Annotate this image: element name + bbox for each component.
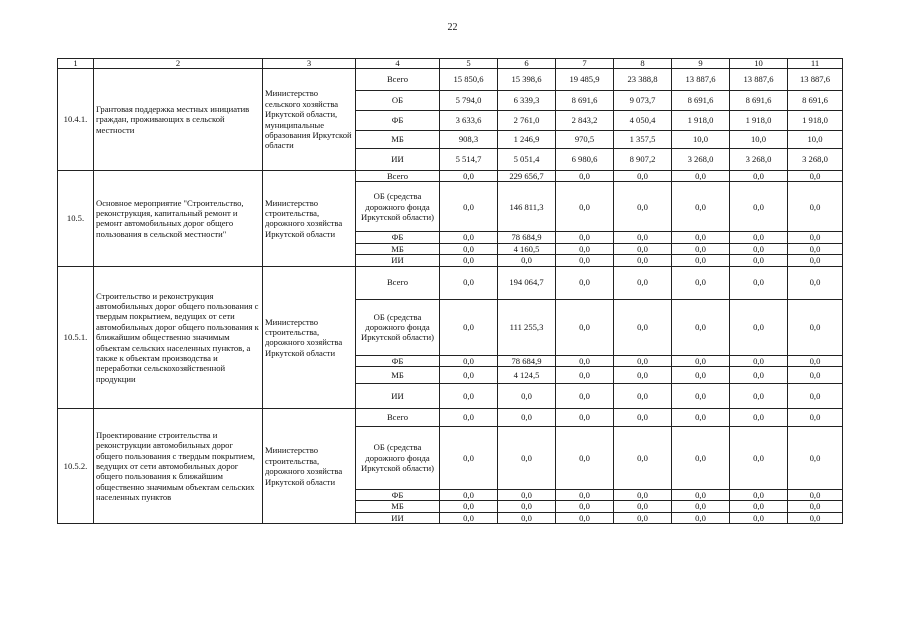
funding-source: МБ (356, 131, 440, 149)
table-row (58, 171, 843, 182)
funding-source: МБ (356, 501, 440, 512)
column-number: 5 (440, 59, 498, 69)
amount-cell: 0,0 (440, 367, 498, 384)
amount-cell: 0,0 (788, 409, 843, 427)
executor: Министерство строительства, дорожного хозяйства Иркутской области (263, 409, 356, 524)
amount-cell: 0,0 (614, 232, 672, 243)
amount-cell: 23 388,8 (614, 69, 672, 91)
funding-source: ОБ (средства дорожного фонда Иркутской области) (356, 427, 440, 490)
amount-cell: 0,0 (730, 255, 788, 266)
funding-table (57, 58, 843, 524)
column-number: 10 (730, 59, 788, 69)
amount-cell: 0,0 (788, 255, 843, 266)
column-number: 7 (556, 59, 614, 69)
column-number: 8 (614, 59, 672, 69)
funding-source: ФБ (356, 490, 440, 501)
amount-cell: 0,0 (672, 501, 730, 512)
amount-cell: 0,0 (556, 255, 614, 266)
amount-cell: 0,0 (672, 367, 730, 384)
funding-source: МБ (356, 243, 440, 254)
amount-cell: 10,0 (730, 131, 788, 149)
amount-cell: 8 907,2 (614, 149, 672, 171)
amount-cell: 0,0 (498, 409, 556, 427)
amount-cell: 4 050,4 (614, 111, 672, 131)
amount-cell: 111 255,3 (498, 299, 556, 355)
amount-cell: 0,0 (672, 409, 730, 427)
amount-cell: 15 398,6 (498, 69, 556, 91)
amount-cell: 0,0 (440, 171, 498, 182)
amount-cell: 0,0 (498, 384, 556, 409)
amount-cell: 0,0 (672, 266, 730, 299)
amount-cell: 0,0 (672, 355, 730, 366)
item-code: 10.5.1. (58, 266, 94, 408)
amount-cell: 0,0 (730, 384, 788, 409)
amount-cell: 0,0 (672, 182, 730, 232)
funding-source: Всего (356, 266, 440, 299)
amount-cell: 9 073,7 (614, 91, 672, 111)
item-code: 10.5. (58, 171, 94, 267)
amount-cell: 0,0 (672, 427, 730, 490)
funding-source: ФБ (356, 111, 440, 131)
amount-cell: 0,0 (440, 299, 498, 355)
amount-cell: 0,0 (614, 255, 672, 266)
amount-cell: 0,0 (788, 182, 843, 232)
amount-cell: 0,0 (788, 355, 843, 366)
amount-cell: 0,0 (556, 384, 614, 409)
amount-cell: 229 656,7 (498, 171, 556, 182)
amount-cell: 0,0 (672, 299, 730, 355)
amount-cell: 0,0 (788, 266, 843, 299)
amount-cell: 0,0 (556, 182, 614, 232)
funding-source: ИИ (356, 255, 440, 266)
amount-cell: 0,0 (672, 255, 730, 266)
amount-cell: 0,0 (672, 512, 730, 523)
amount-cell: 0,0 (556, 232, 614, 243)
amount-cell: 0,0 (440, 501, 498, 512)
amount-cell: 2 843,2 (556, 111, 614, 131)
amount-cell: 0,0 (788, 171, 843, 182)
column-number: 9 (672, 59, 730, 69)
amount-cell: 1 918,0 (730, 111, 788, 131)
amount-cell: 78 684,9 (498, 355, 556, 366)
amount-cell: 1 357,5 (614, 131, 672, 149)
column-number: 4 (356, 59, 440, 69)
funding-source: ФБ (356, 232, 440, 243)
amount-cell: 0,0 (440, 490, 498, 501)
amount-cell: 8 691,6 (556, 91, 614, 111)
amount-cell: 0,0 (614, 171, 672, 182)
amount-cell: 3 633,6 (440, 111, 498, 131)
item-code: 10.5.2. (58, 409, 94, 524)
funding-source: ИИ (356, 384, 440, 409)
amount-cell: 78 684,9 (498, 232, 556, 243)
amount-cell: 0,0 (440, 266, 498, 299)
amount-cell: 0,0 (788, 299, 843, 355)
amount-cell: 0,0 (440, 182, 498, 232)
amount-cell: 3 268,0 (730, 149, 788, 171)
column-number: 6 (498, 59, 556, 69)
amount-cell: 194 064,7 (498, 266, 556, 299)
amount-cell: 0,0 (614, 427, 672, 490)
amount-cell: 0,0 (556, 409, 614, 427)
amount-cell: 908,3 (440, 131, 498, 149)
amount-cell: 146 811,3 (498, 182, 556, 232)
funding-source: ОБ (356, 91, 440, 111)
amount-cell: 0,0 (440, 409, 498, 427)
amount-cell: 0,0 (614, 384, 672, 409)
amount-cell: 0,0 (498, 501, 556, 512)
amount-cell: 0,0 (730, 355, 788, 366)
amount-cell: 0,0 (556, 266, 614, 299)
amount-cell: 0,0 (614, 266, 672, 299)
funding-source: ОБ (средства дорожного фонда Иркутской области) (356, 182, 440, 232)
amount-cell: 2 761,0 (498, 111, 556, 131)
amount-cell: 0,0 (730, 427, 788, 490)
amount-cell: 0,0 (440, 384, 498, 409)
amount-cell: 0,0 (788, 367, 843, 384)
amount-cell: 0,0 (556, 512, 614, 523)
page-number: 22 (447, 22, 458, 33)
amount-cell: 0,0 (614, 182, 672, 232)
amount-cell: 0,0 (614, 512, 672, 523)
table-row (58, 69, 843, 91)
amount-cell: 1 918,0 (672, 111, 730, 131)
amount-cell: 0,0 (788, 490, 843, 501)
amount-cell: 4 160,5 (498, 243, 556, 254)
amount-cell: 0,0 (730, 182, 788, 232)
amount-cell: 0,0 (498, 512, 556, 523)
item-name: Проектирование строительства и реконструкции автомобильных дорог общего пользования с твердым покрытием, ведущих от сети автомобильных дорог общего пользования к ближайшим общественно значимым объектам сельских населенных пунктов (94, 409, 263, 524)
amount-cell: 0,0 (614, 501, 672, 512)
amount-cell: 0,0 (672, 490, 730, 501)
table-row (58, 409, 843, 427)
amount-cell: 4 124,5 (498, 367, 556, 384)
amount-cell: 0,0 (788, 501, 843, 512)
item-name: Строительство и реконструкция автомобильных дорог общего пользования с твердым покрытием, ведущих от сети автомобильных дорог общего пользования к ближайшим общественно значимым объектам сельских населенных пунктов, а также к объектам производства и переработки сельскохозяйственной продукции (94, 266, 263, 408)
amount-cell: 0,0 (440, 255, 498, 266)
amount-cell: 10,0 (788, 131, 843, 149)
amount-cell: 0,0 (614, 243, 672, 254)
amount-cell: 0,0 (440, 427, 498, 490)
amount-cell: 0,0 (556, 299, 614, 355)
amount-cell: 0,0 (788, 384, 843, 409)
funding-source: ИИ (356, 512, 440, 523)
amount-cell: 8 691,6 (730, 91, 788, 111)
amount-cell: 0,0 (556, 490, 614, 501)
amount-cell: 13 887,6 (788, 69, 843, 91)
amount-cell: 0,0 (614, 355, 672, 366)
amount-cell: 0,0 (788, 427, 843, 490)
amount-cell: 0,0 (730, 266, 788, 299)
amount-cell: 0,0 (788, 243, 843, 254)
executor: Министерство сельского хозяйства Иркутской области, муниципальные образования Иркутской области (263, 69, 356, 171)
amount-cell: 970,5 (556, 131, 614, 149)
amount-cell: 0,0 (614, 367, 672, 384)
amount-cell: 3 268,0 (788, 149, 843, 171)
amount-cell: 0,0 (498, 427, 556, 490)
amount-cell: 0,0 (556, 171, 614, 182)
funding-source: Всего (356, 409, 440, 427)
amount-cell: 8 691,6 (788, 91, 843, 111)
amount-cell: 6 980,6 (556, 149, 614, 171)
amount-cell: 0,0 (614, 409, 672, 427)
funding-source: Всего (356, 69, 440, 91)
amount-cell: 0,0 (730, 232, 788, 243)
amount-cell: 8 691,6 (672, 91, 730, 111)
amount-cell: 13 887,6 (730, 69, 788, 91)
funding-source: ОБ (средства дорожного фонда Иркутской области) (356, 299, 440, 355)
amount-cell: 0,0 (672, 232, 730, 243)
amount-cell: 13 887,6 (672, 69, 730, 91)
amount-cell: 0,0 (556, 501, 614, 512)
item-name: Грантовая поддержка местных инициатив граждан, проживающих в сельской местности (94, 69, 263, 171)
table-row (58, 266, 843, 299)
item-code: 10.4.1. (58, 69, 94, 171)
amount-cell: 0,0 (440, 232, 498, 243)
amount-cell: 3 268,0 (672, 149, 730, 171)
amount-cell: 0,0 (498, 490, 556, 501)
amount-cell: 15 850,6 (440, 69, 498, 91)
amount-cell: 0,0 (788, 512, 843, 523)
column-number: 2 (94, 59, 263, 69)
column-number: 3 (263, 59, 356, 69)
amount-cell: 5 794,0 (440, 91, 498, 111)
amount-cell: 0,0 (730, 501, 788, 512)
amount-cell: 0,0 (614, 299, 672, 355)
amount-cell: 0,0 (556, 427, 614, 490)
amount-cell: 0,0 (730, 409, 788, 427)
amount-cell: 0,0 (730, 171, 788, 182)
column-number-row (58, 59, 843, 69)
amount-cell: 0,0 (672, 171, 730, 182)
amount-cell: 10,0 (672, 131, 730, 149)
amount-cell: 5 514,7 (440, 149, 498, 171)
amount-cell: 0,0 (672, 384, 730, 409)
item-name: Основное мероприятие "Строительство, реконструкция, капитальный ремонт и ремонт автомобильных дорог общего пользования в сельской местности" (94, 171, 263, 267)
amount-cell: 5 051,4 (498, 149, 556, 171)
amount-cell: 6 339,3 (498, 91, 556, 111)
amount-cell: 0,0 (730, 490, 788, 501)
funding-source: ФБ (356, 355, 440, 366)
amount-cell: 0,0 (556, 367, 614, 384)
amount-cell: 19 485,9 (556, 69, 614, 91)
amount-cell: 1 246,9 (498, 131, 556, 149)
amount-cell: 0,0 (556, 243, 614, 254)
amount-cell: 0,0 (440, 243, 498, 254)
column-number: 11 (788, 59, 843, 69)
funding-source: Всего (356, 171, 440, 182)
amount-cell: 1 918,0 (788, 111, 843, 131)
executor: Министерство строительства, дорожного хозяйства Иркутской области (263, 266, 356, 408)
funding-source: ИИ (356, 149, 440, 171)
funding-source: МБ (356, 367, 440, 384)
amount-cell: 0,0 (556, 355, 614, 366)
amount-cell: 0,0 (730, 299, 788, 355)
amount-cell: 0,0 (440, 512, 498, 523)
amount-cell: 0,0 (614, 490, 672, 501)
amount-cell: 0,0 (672, 243, 730, 254)
amount-cell: 0,0 (730, 512, 788, 523)
amount-cell: 0,0 (788, 232, 843, 243)
amount-cell: 0,0 (730, 367, 788, 384)
executor: Министерство строительства, дорожного хозяйства Иркутской области (263, 171, 356, 267)
column-number: 1 (58, 59, 94, 69)
amount-cell: 0,0 (440, 355, 498, 366)
amount-cell: 0,0 (498, 255, 556, 266)
amount-cell: 0,0 (730, 243, 788, 254)
